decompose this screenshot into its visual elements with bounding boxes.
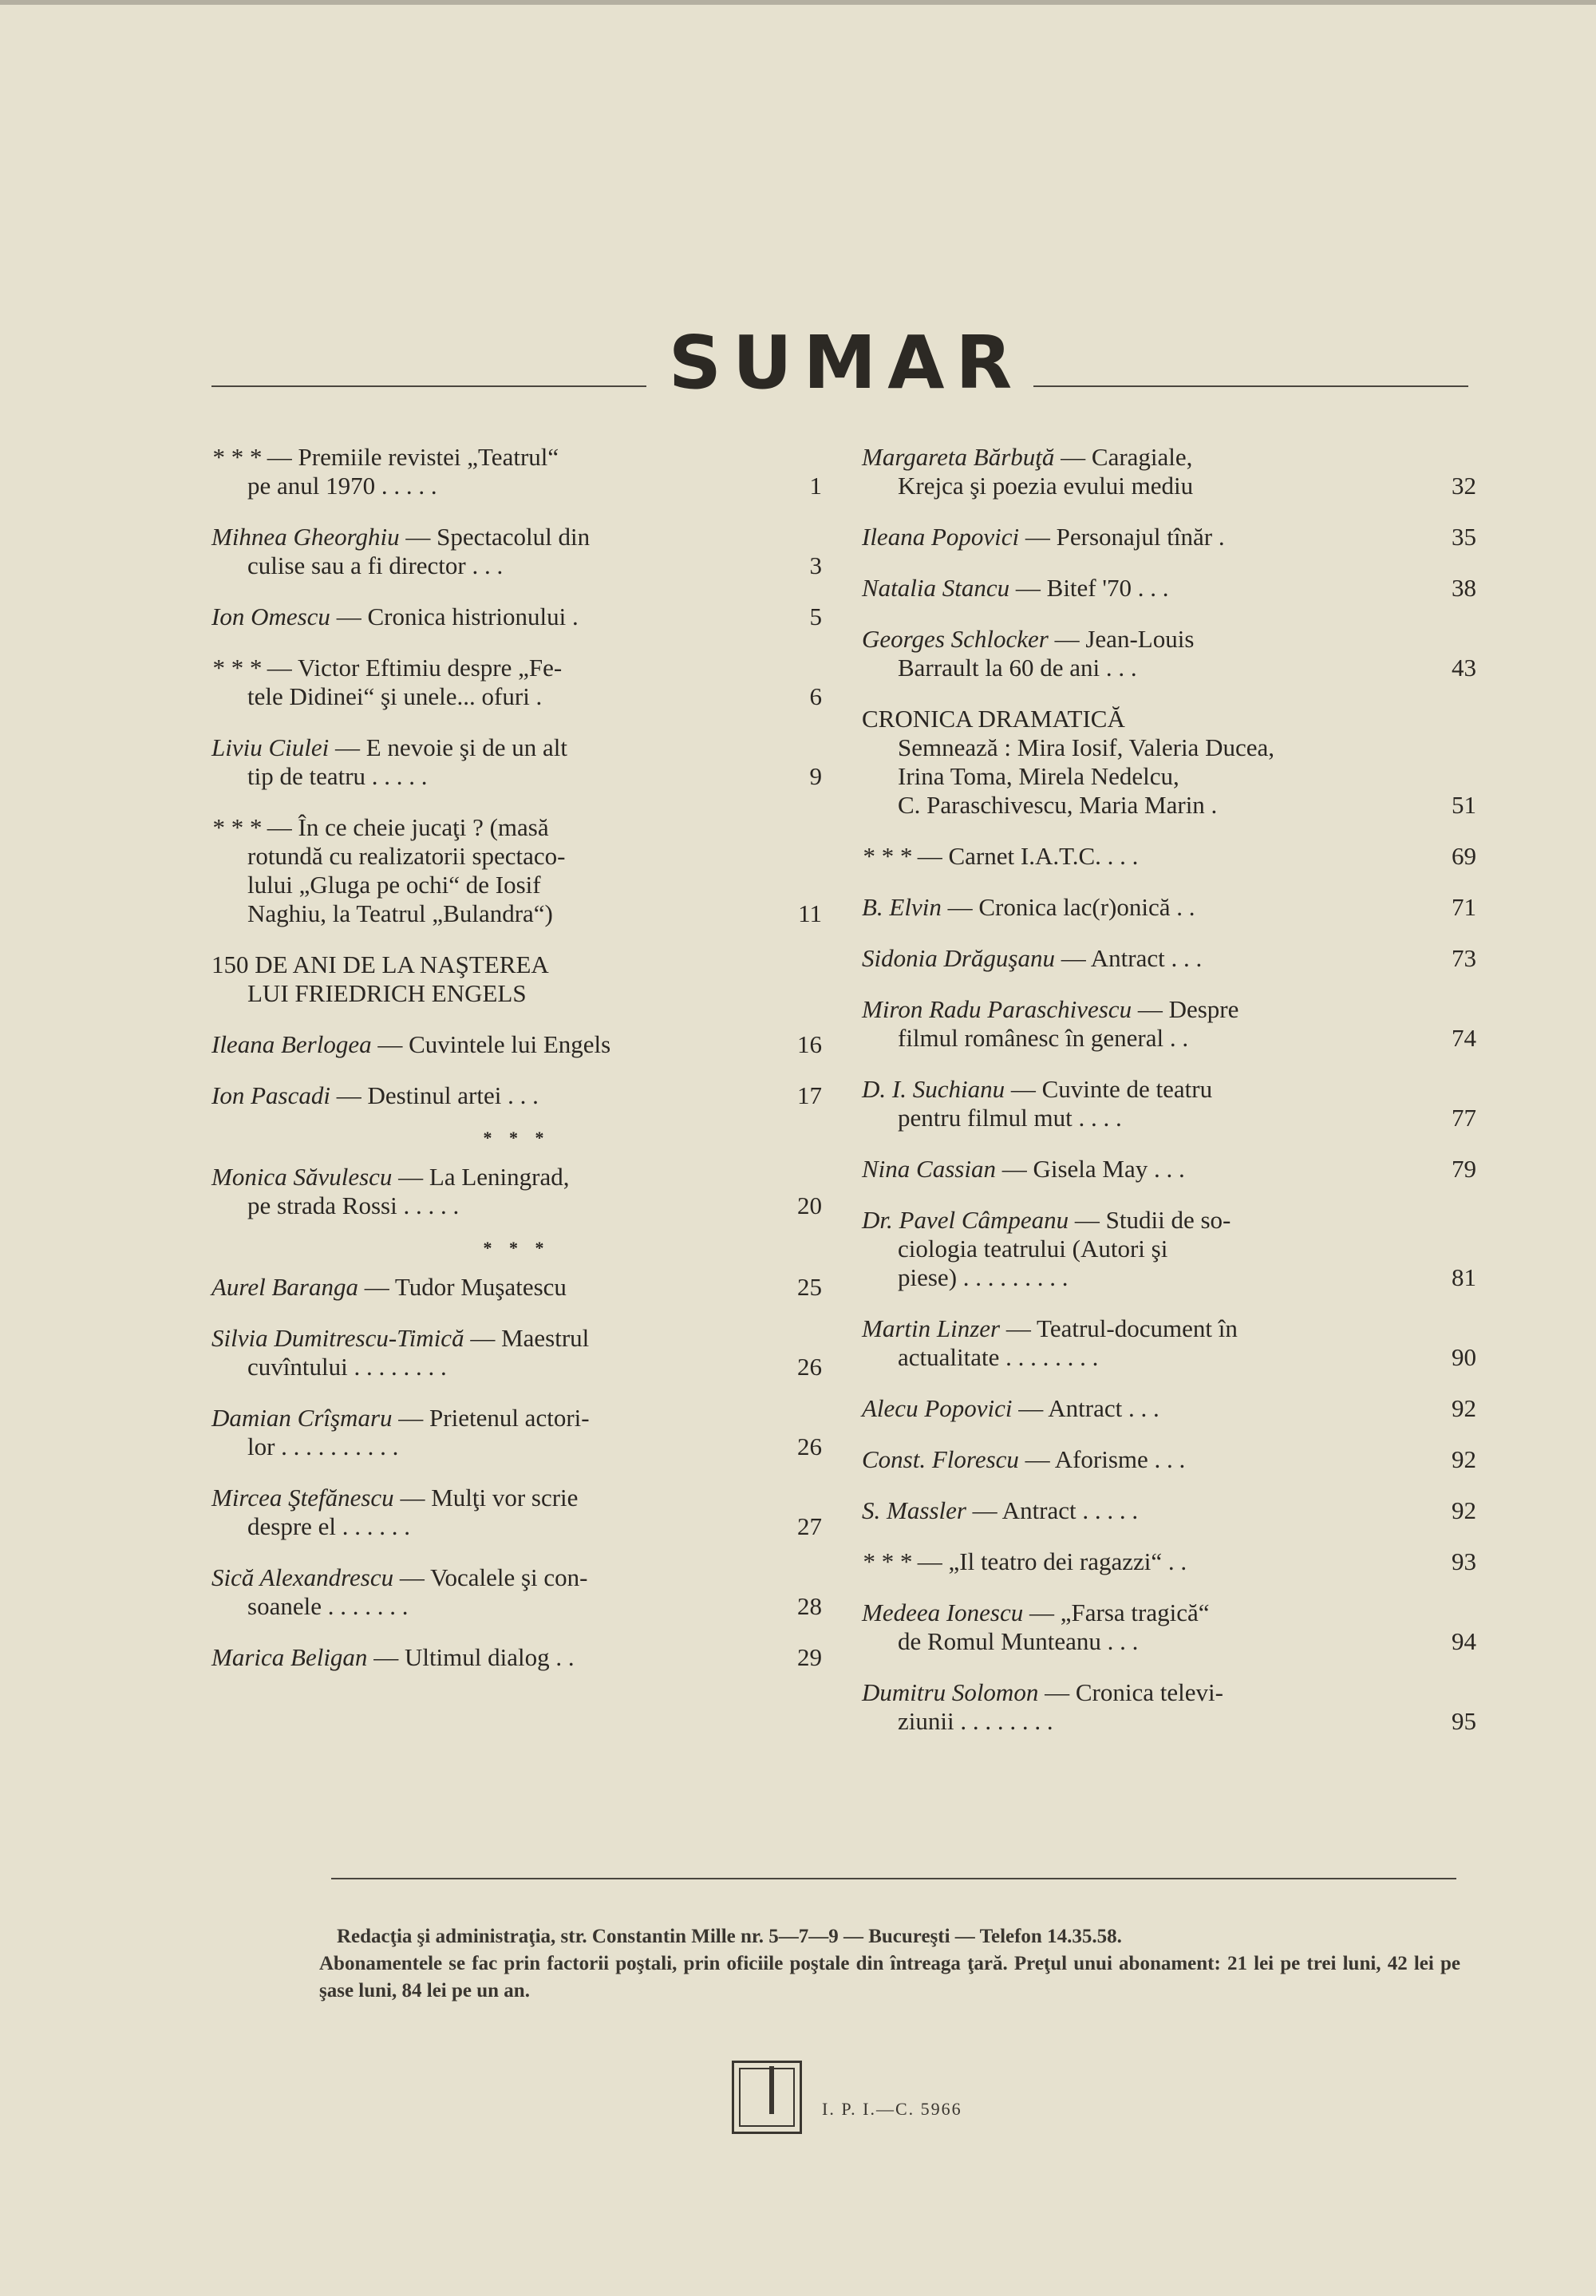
toc-entry	[211, 813, 822, 928]
page-title: SUMAR	[668, 320, 1024, 405]
toc-entry-continuation	[211, 842, 758, 871]
toc-entry-first-line	[862, 1496, 1412, 1525]
toc-title: — Studii de so-	[1074, 1206, 1231, 1234]
toc-entry	[862, 1206, 1476, 1292]
toc-entry	[862, 1445, 1476, 1474]
toc-author: S. Massler	[862, 1496, 966, 1524]
toc-entry	[862, 1678, 1476, 1736]
toc-entry	[211, 603, 822, 631]
toc-entry-first-line	[211, 1030, 758, 1059]
publisher-logo-icon	[732, 2061, 802, 2134]
toc-entry-first-line	[862, 842, 1412, 871]
toc-author: Marica Beligan	[211, 1643, 368, 1671]
toc-title: — Mulţi vor scrie	[400, 1484, 579, 1512]
toc-entry-first-line	[211, 813, 758, 842]
toc-page-number: 1	[809, 472, 822, 500]
toc-page-number: 27	[797, 1512, 822, 1540]
toc-entry-first-line	[862, 1599, 1412, 1627]
bottom-rule	[331, 1878, 1456, 1879]
toc-author: Damian Crîşmaru	[211, 1404, 393, 1432]
toc-title: piese) . . . . . . . . .	[898, 1263, 1069, 1291]
toc-title: — Bitef '70 . . .	[1015, 574, 1169, 602]
toc-entry-first-line	[211, 1081, 758, 1110]
toc-entry-continuation	[862, 1263, 1412, 1292]
toc-page-number: 29	[797, 1643, 822, 1671]
toc-author: * * *	[211, 443, 261, 471]
toc-page-number: 92	[1452, 1394, 1476, 1422]
toc-page-number: 79	[1452, 1155, 1476, 1183]
toc-page-number: 28	[797, 1592, 822, 1620]
section-separator: * * *	[483, 1238, 551, 1258]
toc-entry-continuation	[862, 654, 1412, 682]
toc-title: — Destinul artei . . .	[336, 1081, 539, 1109]
toc-author: * * *	[862, 842, 911, 870]
toc-entry	[211, 1484, 822, 1541]
toc-page-number: 16	[797, 1030, 822, 1058]
toc-title: Krejca şi poezia evului mediu	[898, 472, 1194, 500]
toc-author: * * *	[211, 813, 261, 841]
toc-entry-first-line	[211, 654, 758, 682]
toc-author: Ion Pascadi	[211, 1081, 330, 1109]
toc-author: Ion Omescu	[211, 603, 330, 630]
toc-page-number: 25	[797, 1273, 822, 1301]
toc-author: Sică Alexandrescu	[211, 1563, 394, 1591]
title-rule-left	[211, 385, 646, 387]
toc-page-number: 11	[798, 899, 822, 927]
toc-title: — Spectacolul din	[405, 523, 591, 551]
toc-page-number: 20	[797, 1191, 822, 1219]
toc-title: lului „Gluga pe ochi“ de Iosif	[247, 871, 541, 899]
toc-title: filmul românesc în general . .	[898, 1024, 1189, 1052]
toc-title: tele Didinei“ şi unele... ofuri .	[247, 682, 543, 710]
toc-entry-first-line	[862, 1075, 1412, 1104]
toc-entry-continuation	[862, 1235, 1412, 1263]
toc-entry	[211, 1563, 822, 1621]
toc-page-number: 5	[809, 603, 822, 630]
toc-entry	[862, 1547, 1476, 1576]
toc-title: pentru filmul mut . . . .	[898, 1104, 1122, 1132]
toc-entry-first-line	[862, 705, 1412, 733]
toc-entry	[862, 842, 1476, 871]
toc-author: Dumitru Solomon	[862, 1678, 1039, 1706]
toc-title: soanele . . . . . . .	[247, 1592, 409, 1620]
toc-entry-first-line	[862, 574, 1412, 603]
toc-title: — Tudor Muşatescu	[364, 1273, 567, 1301]
toc-entry	[862, 1314, 1476, 1372]
toc-title: — La Leningrad,	[398, 1163, 570, 1191]
toc-author: Ileana Berlogea	[211, 1030, 372, 1058]
toc-entry	[862, 625, 1476, 682]
toc-title: pe strada Rossi . . . . .	[247, 1191, 460, 1219]
toc-entry-continuation	[862, 762, 1412, 791]
toc-entry-first-line	[862, 1547, 1412, 1576]
toc-entry	[211, 523, 822, 580]
toc-entry	[211, 733, 822, 791]
toc-title: — „Farsa tragică“	[1029, 1599, 1210, 1626]
toc-author: Liviu Ciulei	[211, 733, 330, 761]
toc-title: — E nevoie şi de un alt	[335, 733, 567, 761]
toc-entry	[862, 1155, 1476, 1184]
toc-title: — Ultimul dialog . .	[373, 1643, 575, 1671]
toc-author: Aurel Baranga	[211, 1273, 358, 1301]
toc-title: — Premiile revistei „Teatrul“	[267, 443, 559, 471]
toc-entry	[862, 1394, 1476, 1423]
toc-page-number: 69	[1452, 842, 1476, 870]
toc-entry-first-line	[862, 944, 1412, 973]
toc-author: D. I. Suchianu	[862, 1075, 1005, 1103]
toc-title: — Aforisme . . .	[1025, 1445, 1186, 1473]
toc-author: Alecu Popovici	[862, 1394, 1013, 1422]
logo-mark	[769, 2066, 788, 2114]
toc-entry-first-line	[862, 1678, 1412, 1707]
title-rule-right	[1033, 385, 1468, 387]
toc-title: — Maestrul	[470, 1324, 590, 1352]
toc-page-number: 93	[1452, 1547, 1476, 1575]
toc-entry-first-line	[862, 443, 1412, 472]
toc-title: — Cuvintele lui Engels	[377, 1030, 611, 1058]
toc-title: actualitate . . . . . . . .	[898, 1343, 1099, 1371]
toc-page-number: 74	[1452, 1024, 1476, 1052]
toc-entry	[862, 893, 1476, 922]
toc-entry	[862, 995, 1476, 1053]
toc-entry	[211, 1030, 822, 1059]
toc-entry	[862, 443, 1476, 500]
toc-entry	[211, 654, 822, 711]
toc-entry	[211, 1404, 822, 1461]
toc-entry-first-line	[211, 1643, 758, 1672]
toc-entry-first-line	[211, 523, 758, 551]
toc-title: lor . . . . . . . . . .	[247, 1433, 399, 1460]
toc-author: Mihnea Gheorghiu	[211, 523, 400, 551]
toc-title: de Romul Munteanu . . .	[898, 1627, 1139, 1655]
toc-entry-continuation	[211, 979, 758, 1008]
toc-entry	[862, 1599, 1476, 1656]
toc-entry-continuation	[862, 791, 1412, 820]
toc-entry-continuation	[862, 472, 1412, 500]
toc-author: Martin Linzer	[862, 1314, 1001, 1342]
toc-title: — Antract . . . . .	[972, 1496, 1139, 1524]
toc-entry	[211, 1643, 822, 1672]
toc-page-number: 9	[809, 762, 822, 790]
toc-entry	[211, 443, 822, 500]
footer-subscription: Abonamentele se fac prin factorii poştali, prin oficiile poştale din întreaga ţară. Preţul unui abonament: 21 lei pe trei luni, 42 lei pe şase luni, 84 lei pe un an.	[319, 1953, 1460, 2002]
toc-title: — Cronica histrionului .	[336, 603, 579, 630]
toc-entry-continuation	[211, 762, 758, 791]
toc-title: — Caragiale,	[1061, 443, 1193, 471]
toc-entry	[211, 950, 822, 1008]
toc-entry-continuation	[211, 899, 758, 928]
toc-author: Georges Schlocker	[862, 625, 1049, 653]
toc-title: Naghiu, la Teatrul „Bulandra“)	[247, 899, 553, 927]
toc-entry-continuation	[862, 1104, 1412, 1132]
toc-author: Monica Săvulescu	[211, 1163, 393, 1191]
toc-page-number: 90	[1452, 1343, 1476, 1371]
toc-entry-first-line	[211, 603, 758, 631]
toc-author: Mircea Ştefănescu	[211, 1484, 394, 1512]
toc-entry	[862, 705, 1476, 820]
toc-entry-first-line	[862, 995, 1412, 1024]
title-row	[211, 320, 1464, 405]
toc-entry-first-line	[211, 1273, 758, 1302]
toc-title: 150 DE ANI DE LA NAŞTEREA	[211, 950, 549, 978]
toc-title: — Prietenul actori-	[398, 1404, 590, 1432]
toc-page-number: 81	[1452, 1263, 1476, 1291]
toc-page-number: 73	[1452, 944, 1476, 972]
toc-title: — Antract . . .	[1061, 944, 1203, 972]
toc-title: Semnează : Mira Iosif, Valeria Ducea,	[898, 733, 1274, 761]
toc-page-number: 35	[1452, 523, 1476, 551]
toc-author: Dr. Pavel Câmpeanu	[862, 1206, 1069, 1234]
toc-title: culise sau a fi director . . .	[247, 551, 504, 579]
toc-entry-continuation	[862, 1627, 1412, 1656]
toc-page-number: 77	[1452, 1104, 1476, 1132]
toc-author: Miron Radu Paraschivescu	[862, 995, 1132, 1023]
toc-entry-first-line	[211, 1163, 758, 1191]
right-column	[862, 443, 1476, 1758]
toc-entry-first-line	[862, 1445, 1412, 1474]
toc-author: * * *	[862, 1547, 911, 1575]
toc-title: — „Il teatro dei ragazzi“ . .	[917, 1547, 1187, 1575]
toc-entry	[862, 944, 1476, 973]
toc-entry	[211, 1163, 822, 1220]
toc-entry-continuation	[211, 1512, 758, 1541]
toc-entry	[862, 523, 1476, 551]
toc-title: — Cronica lac(r)onică . .	[947, 893, 1195, 921]
toc-entry-first-line	[862, 1155, 1412, 1184]
toc-title: C. Paraschivescu, Maria Marin .	[898, 791, 1218, 819]
toc-entry-first-line	[862, 523, 1412, 551]
toc-entry-first-line	[862, 625, 1412, 654]
toc-title: despre el . . . . . .	[247, 1512, 411, 1540]
toc-entry-continuation	[862, 1024, 1412, 1053]
toc-title: LUI FRIEDRICH ENGELS	[247, 979, 527, 1007]
toc-title: cuvîntului . . . . . . . .	[247, 1353, 447, 1381]
toc-title: — Victor Eftimiu despre „Fe-	[267, 654, 563, 682]
toc-page-number: 51	[1452, 791, 1476, 819]
toc-title: — Carnet I.A.T.C. . . .	[917, 842, 1139, 870]
toc-author: Natalia Stancu	[862, 574, 1010, 602]
toc-title: ziunii . . . . . . . .	[898, 1707, 1053, 1735]
left-column	[211, 443, 822, 1694]
toc-title: — Jean-Louis	[1054, 625, 1195, 653]
toc-title: — Cronica televi-	[1045, 1678, 1223, 1706]
toc-page-number: 95	[1452, 1707, 1476, 1735]
toc-entry-continuation	[211, 472, 758, 500]
toc-author: B. Elvin	[862, 893, 942, 921]
toc-page-number: 6	[809, 682, 822, 710]
imprint: I. P. I.—C. 5966	[822, 2099, 962, 2119]
toc-entry-continuation	[211, 1592, 758, 1621]
toc-title: pe anul 1970 . . . . .	[247, 472, 437, 500]
toc-title: — Teatrul-document în	[1005, 1314, 1238, 1342]
toc-page-number: 43	[1452, 654, 1476, 682]
toc-author: Sidonia Drăguşanu	[862, 944, 1055, 972]
toc-title: CRONICA DRAMATICĂ	[862, 705, 1125, 733]
toc-entry-first-line	[211, 1484, 758, 1512]
toc-title: tip de teatru . . . . .	[247, 762, 428, 790]
toc-entry	[211, 1273, 822, 1302]
toc-entry-continuation	[211, 1191, 758, 1220]
toc-entry-continuation	[211, 871, 758, 899]
toc-title: — Despre	[1137, 995, 1239, 1023]
top-edge	[0, 0, 1596, 5]
toc-entry-first-line	[862, 1314, 1412, 1343]
toc-title: — Vocalele şi con-	[399, 1563, 588, 1591]
toc-entry-continuation	[862, 1707, 1412, 1736]
toc-page-number: 71	[1452, 893, 1476, 921]
toc-author: Margareta Bărbuţă	[862, 443, 1055, 471]
toc-entry-first-line	[862, 893, 1412, 922]
toc-author: Const. Florescu	[862, 1445, 1019, 1473]
toc-entry-continuation	[862, 733, 1412, 762]
toc-author: Medeea Ionescu	[862, 1599, 1024, 1626]
toc-page-number: 3	[809, 551, 822, 579]
toc-page-number: 26	[797, 1433, 822, 1460]
toc-author: * * *	[211, 654, 261, 682]
toc-author: Silvia Dumitrescu-Timică	[211, 1324, 464, 1352]
toc-title: — Personajul tînăr .	[1025, 523, 1225, 551]
toc-entry	[862, 1496, 1476, 1525]
toc-entry-continuation	[211, 1353, 758, 1381]
toc-page-number: 92	[1452, 1445, 1476, 1473]
toc-entry-continuation	[211, 551, 758, 580]
toc-author: Nina Cassian	[862, 1155, 996, 1183]
toc-title: ciologia teatrului (Autori şi	[898, 1235, 1168, 1263]
toc-entry-first-line	[211, 950, 758, 979]
toc-entry-first-line	[211, 733, 758, 762]
toc-entry-first-line	[211, 1324, 758, 1353]
toc-entry-first-line	[211, 443, 758, 472]
footer-address: Redacţia şi administraţia, str. Constantin Mille nr. 5—7—9 — Bucureşti — Telefon 14.35.58.	[337, 1926, 1122, 1947]
toc-title: Irina Toma, Mirela Nedelcu,	[898, 762, 1179, 790]
toc-title: — Antract . . .	[1018, 1394, 1159, 1422]
toc-entry-first-line	[211, 1404, 758, 1433]
toc-entry-first-line	[211, 1563, 758, 1592]
toc-title: Barrault la 60 de ani . . .	[898, 654, 1137, 682]
toc-title: — Cuvinte de teatru	[1010, 1075, 1213, 1103]
toc-title: rotundă cu realizatorii spectaco-	[247, 842, 566, 870]
toc-entry	[211, 1324, 822, 1381]
toc-entry	[862, 1075, 1476, 1132]
footer	[319, 1923, 1460, 2005]
toc-entry-continuation	[211, 1433, 758, 1461]
toc-page-number: 92	[1452, 1496, 1476, 1524]
toc-page-number: 32	[1452, 472, 1476, 500]
toc-entry	[211, 1081, 822, 1110]
toc-entry-continuation	[862, 1343, 1412, 1372]
toc-page-number: 26	[797, 1353, 822, 1381]
toc-title: — În ce cheie jucaţi ? (masă	[267, 813, 549, 841]
section-separator: * * *	[483, 1128, 551, 1148]
toc-entry-first-line	[862, 1394, 1412, 1423]
toc-entry	[862, 574, 1476, 603]
toc-author: Ileana Popovici	[862, 523, 1020, 551]
toc-entry-first-line	[862, 1206, 1412, 1235]
toc-page-number: 38	[1452, 574, 1476, 602]
toc-entry-continuation	[211, 682, 758, 711]
toc-page-number: 94	[1452, 1627, 1476, 1655]
toc-page-number: 17	[797, 1081, 822, 1109]
toc-title: — Gisela May . . .	[1001, 1155, 1185, 1183]
